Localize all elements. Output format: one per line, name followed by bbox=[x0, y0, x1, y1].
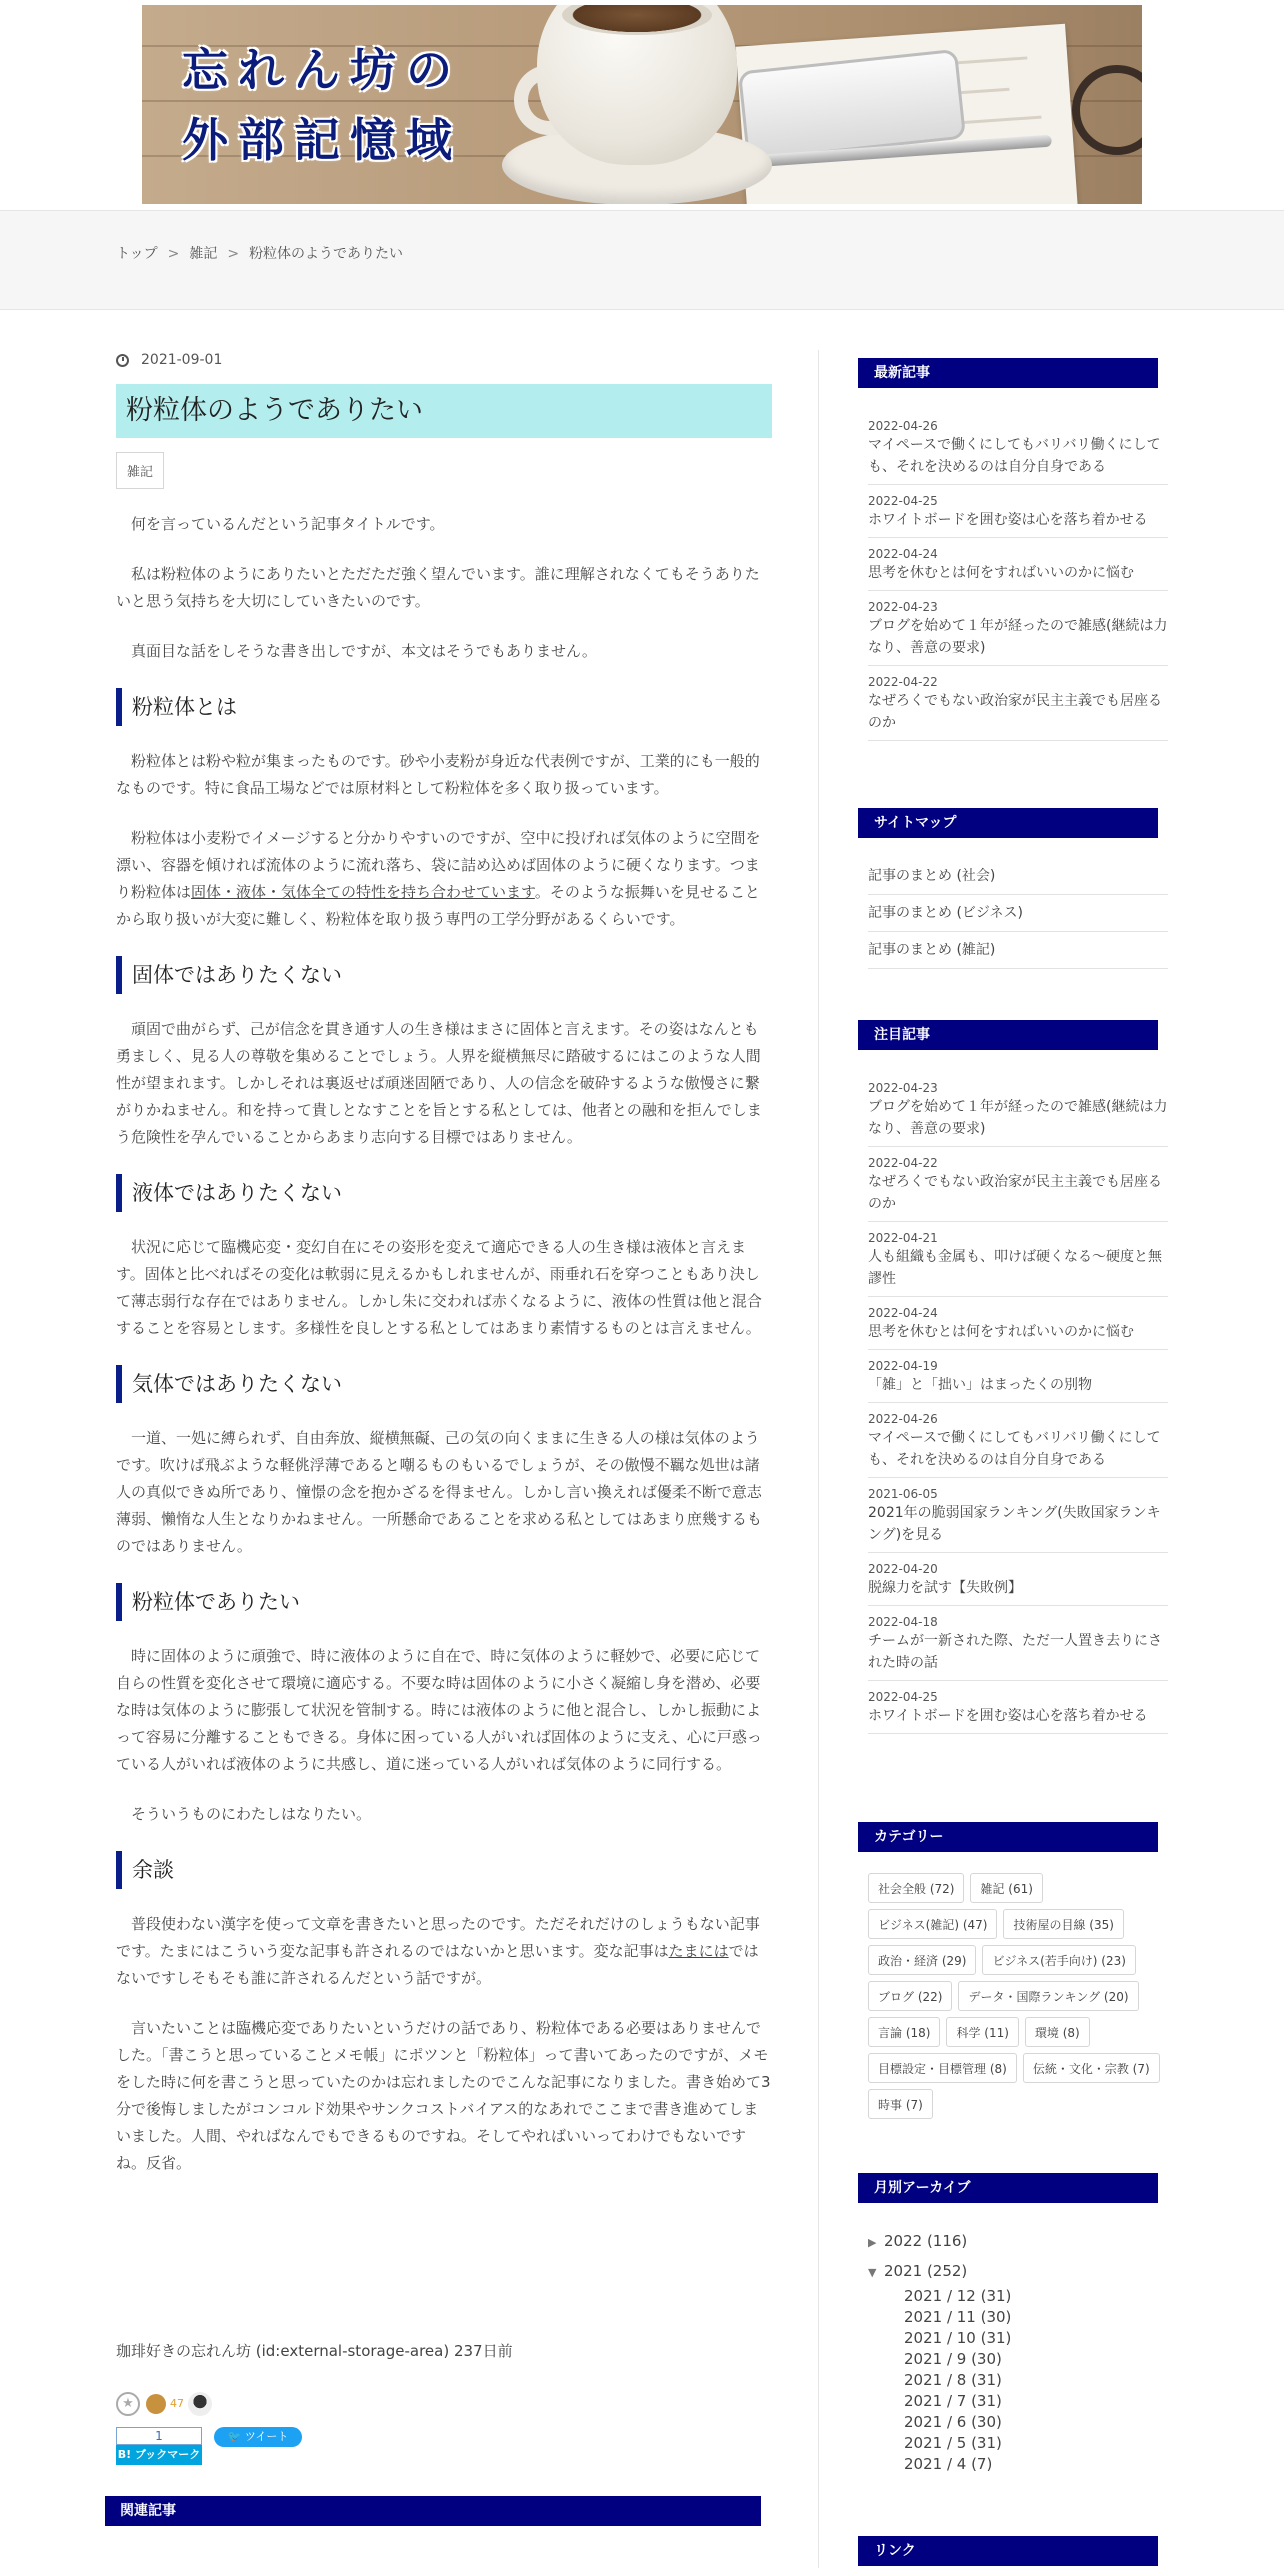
post-date: 2022-04-26 bbox=[868, 1412, 938, 1426]
article-date bbox=[116, 350, 772, 370]
category-tag[interactable]: ブログ (22) bbox=[868, 1981, 952, 2011]
paragraph: 一道、一処に縛られず、自由奔放、縦横無礙、己の気の向くままに生きる人の様は気体のようです。吹けば飛ぶような軽佻浮薄であると嘲るものもいるでしょうが、その傲慢不羈な処世は諸人の真似できぬ所であり、憧憬の念を抱かざるを得ません。しかし言い換えれば優柔不断で意志薄弱、懶惰な人生となりかねません。一所懸命であることを求める私としてはあまり庶幾するものではありません。 bbox=[116, 1429, 762, 1555]
monthly-archive-heading: 月別アーカイブ bbox=[858, 2173, 1158, 2203]
post-link[interactable]: ブログを始めて１年が経ったので雑感(継続は力なり、善意の要求) bbox=[868, 1099, 1168, 1137]
archive-month-link[interactable]: 2021 / 9 (30) bbox=[904, 2350, 1002, 2368]
tweet-label: ツイート bbox=[244, 2430, 289, 2443]
archive-year-2022[interactable] bbox=[868, 2226, 1168, 2256]
list-item[interactable] bbox=[868, 485, 1168, 538]
tweet-button[interactable] bbox=[214, 2427, 302, 2447]
monthly-archive bbox=[868, 2226, 1168, 2475]
sitemap-list bbox=[868, 858, 1168, 969]
post-link[interactable]: ホワイトボードを囲む姿は心を落ち着かせる bbox=[868, 1708, 1148, 1724]
post-date: 2022-04-20 bbox=[868, 1562, 938, 1576]
list-item[interactable] bbox=[868, 666, 1168, 741]
post-link[interactable]: 思考を休むとは何をすればいいのかに悩む bbox=[868, 1324, 1134, 1340]
star-user-avatar[interactable] bbox=[188, 2392, 212, 2416]
article-date-text[interactable]: 2021-09-01 bbox=[141, 352, 223, 368]
article-body bbox=[116, 511, 772, 2177]
list-item[interactable] bbox=[868, 1297, 1168, 1350]
paragraph-text: 粉粒体は小麦粉でイメージすると分かりやすいのですが、空中に投げれば気体のように空間を漂い、容器を傾ければ流体のように流れ落ち、袋に詰め込めば固体のように硬くなります。つまり粉粒体は bbox=[116, 829, 761, 901]
archive-month-link[interactable]: 2021 / 4 (7) bbox=[904, 2455, 993, 2473]
category-tag[interactable]: 目標設定・目標管理 (8) bbox=[868, 2053, 1017, 2083]
post-link[interactable]: 脱線力を試す【失敗例】 bbox=[868, 1580, 1022, 1596]
post-link[interactable]: ブログを始めて１年が経ったので雑感(継続は力なり、善意の要求) bbox=[868, 618, 1168, 656]
category-tag[interactable]: 科学 (11) bbox=[946, 2017, 1018, 2047]
author-line[interactable]: 珈琲好きの忘れん坊 (id:external-storage-area) 237日前 bbox=[116, 2342, 513, 2360]
list-item[interactable] bbox=[868, 1606, 1168, 1681]
hatena-bookmark-count[interactable]: 1 bbox=[116, 2427, 202, 2445]
clock-icon bbox=[116, 354, 129, 367]
category-tag[interactable]: 時事 (7) bbox=[868, 2089, 933, 2119]
category-tags bbox=[868, 1873, 1168, 2125]
archive-year-label[interactable]: 2022 (116) bbox=[884, 2232, 968, 2250]
list-item[interactable] bbox=[868, 538, 1168, 591]
article-category-chip[interactable]: 雑記 bbox=[116, 452, 164, 489]
post-date: 2022-04-23 bbox=[868, 600, 938, 614]
underlined-text: たまには bbox=[668, 1942, 729, 1960]
site-logo[interactable] bbox=[182, 35, 502, 175]
section-heading: 粉粒体でありたい bbox=[116, 1583, 772, 1621]
paragraph bbox=[116, 825, 772, 933]
list-item[interactable] bbox=[868, 410, 1168, 485]
post-date: 2022-04-26 bbox=[868, 419, 938, 433]
article bbox=[116, 350, 772, 2177]
archive-month-link[interactable]: 2021 / 12 (31) bbox=[904, 2287, 1012, 2305]
category-tag[interactable]: データ・国際ランキング (20) bbox=[958, 1981, 1138, 2011]
post-date: 2022-04-21 bbox=[868, 1231, 938, 1245]
recent-posts-list bbox=[868, 410, 1168, 741]
paragraph bbox=[116, 1911, 772, 1992]
post-date: 2022-04-22 bbox=[868, 675, 938, 689]
site-banner[interactable] bbox=[142, 5, 1142, 204]
paragraph: 真面目な話をしそうな書き出しですが、本文はそうでもありません。 bbox=[131, 642, 597, 660]
paragraph: 何を言っているんだという記事タイトルです。 bbox=[131, 515, 445, 533]
paragraph: 状況に応じて臨機応変・変幻自在にその姿形を変えて適応できる人の生き様は液体と言えます。固体と比べればその変化は軟弱に見えるかもしれませんが、雨垂れ石を穿つこともあり決して薄志弱行な存在ではありません。しかし朱に交われば赤くなるように、液体の性質は他と混合することを容易とします。多様性を良しとする私としてはあまり素情するものとは言えません。 bbox=[116, 1238, 762, 1337]
breadcrumb-current: 粉粒体のようでありたい bbox=[249, 246, 404, 262]
post-date: 2022-04-19 bbox=[868, 1359, 938, 1373]
post-link[interactable]: ホワイトボードを囲む姿は心を落ち着かせる bbox=[868, 512, 1148, 528]
category-tag[interactable]: 政治・経済 (29) bbox=[868, 1945, 976, 1975]
archive-month-link[interactable]: 2021 / 6 (30) bbox=[904, 2413, 1002, 2431]
paragraph: 粉粒体とは粉や粒が集まったものです。砂や小麦粉が身近な代表例ですが、工業的にも一般的なものです。特に食品工場などでは原材料として粉粒体を多く取り扱っています。 bbox=[116, 752, 760, 797]
logo-line-1: 忘れん坊の bbox=[182, 43, 462, 97]
logo-line-2: 外部記憶域 bbox=[182, 113, 462, 167]
list-item[interactable] bbox=[868, 1350, 1168, 1403]
post-link[interactable]: なぜろくでもない政治家が民主主義でも居座るのか bbox=[868, 1174, 1162, 1212]
archive-year-label[interactable]: 2021 (252) bbox=[884, 2262, 968, 2280]
article-title[interactable]: 粉粒体のようでありたい bbox=[116, 384, 772, 438]
breadcrumb-bar bbox=[0, 210, 1284, 310]
post-link[interactable]: 2021年の脆弱国家ランキング(失敗国家ランキング)を見る bbox=[868, 1505, 1161, 1543]
section-heading: 粉粒体とは bbox=[116, 688, 772, 726]
list-item[interactable] bbox=[868, 1072, 1168, 1147]
underlined-text: 固体・液体・気体全ての特性を持ち合わせています bbox=[191, 883, 535, 901]
triangle-right-icon[interactable]: ▶ bbox=[868, 2236, 877, 2249]
sitemap-link[interactable]: 記事のまとめ (雑記) bbox=[868, 932, 1168, 969]
post-link[interactable]: チームが一新された際、ただ一人置き去りにされた時の話 bbox=[868, 1633, 1162, 1671]
paragraph: 私は粉粒体のようにありたいとただただ強く望んでいます。誰に理解されなくてもそうありたいと思う気持ちを大切にしていきたいのです。 bbox=[116, 565, 760, 610]
sitemap-link[interactable]: 記事のまとめ (ビジネス) bbox=[868, 895, 1168, 932]
featured-posts-list bbox=[868, 1072, 1168, 1734]
sitemap-link[interactable]: 記事のまとめ (社会) bbox=[868, 858, 1168, 895]
triangle-down-icon[interactable]: ▼ bbox=[868, 2266, 877, 2279]
post-date: 2022-04-24 bbox=[868, 547, 938, 561]
post-link[interactable]: マイペースで働くにしてもバリバリ働くにしても、それを決めるのは自分自身である bbox=[868, 1430, 1161, 1468]
add-star-icon[interactable]: ★ bbox=[116, 2392, 140, 2416]
paragraph: 言いたいことは臨機応変でありたいというだけの話であり、粉粒体である必要はありませんでした。「書こうと思っていることメモ帳」にポツンと「粉粒体」って書いてあったのですが、メモをした時に何を書こうと思っていたのかは忘れましたのでこんな記事になりました。書き始めて3分で後悔しましたがコンコルド効果やサンクコストバイアス的なあれでここまで書き進めてしまいました。人間、やればなんでもできるものですね。そしてやればいいってわけでもないですね。反省。 bbox=[116, 2019, 771, 2172]
post-date: 2022-04-22 bbox=[868, 1156, 938, 1170]
related-articles-heading: 関連記事 bbox=[105, 2496, 761, 2526]
category-tag[interactable]: 技術屋の目線 (35) bbox=[1003, 1909, 1123, 1939]
archive-month-link[interactable]: 2021 / 7 (31) bbox=[904, 2392, 1002, 2410]
list-item[interactable] bbox=[868, 591, 1168, 666]
category-tag[interactable]: 社会全般 (72) bbox=[868, 1873, 964, 1903]
star-user-avatar[interactable] bbox=[146, 2394, 166, 2414]
paragraph: 頑固で曲がらず、己が信念を貫き通す人の生き様はまさに固体と言えます。その姿はなんとも勇ましく、見る人の尊敬を集めることでしょう。人界を縦横無尽に踏破するにはこのような人間性が望まれます。しかしそれは裏返せば頑迷固陋であり、人の信念を破砕するような傲慢さに繋がりかねません。和を持って貴しとなすことを旨とする私としては、他者との融和を拒んでしまう危険性を孕んでいることからあまり志向する目標ではありません。 bbox=[116, 1020, 762, 1146]
category-tag[interactable]: ビジネス(雑記) (47) bbox=[868, 1909, 997, 1939]
category-tag[interactable]: 雑記 (61) bbox=[970, 1873, 1042, 1903]
paragraph-text: ではないですしそもそも誰に許されるんだという話ですが。 bbox=[116, 1942, 759, 1987]
list-item[interactable] bbox=[868, 1681, 1168, 1734]
post-link[interactable]: 人も組織も金属も、叩けば硬くなる～硬度と無謬性 bbox=[868, 1249, 1162, 1287]
paragraph-text: 普段使わない漢字を使って文章を書きたいと思ったのです。ただそれだけのしょうもない記事です。たまにはこういう変な記事も許されるのではないかと思います。変な記事は bbox=[116, 1915, 760, 1960]
recent-posts-heading: 最新記事 bbox=[858, 358, 1158, 388]
list-item[interactable] bbox=[868, 1553, 1168, 1606]
breadcrumb bbox=[116, 243, 403, 263]
post-date: 2021-06-05 bbox=[868, 1487, 938, 1501]
archive-month-link[interactable]: 2021 / 8 (31) bbox=[904, 2371, 1002, 2389]
category-tag[interactable]: 言論 (18) bbox=[868, 2017, 940, 2047]
post-link[interactable]: 「雑」と「拙い」はまったくの別物 bbox=[868, 1377, 1092, 1393]
featured-posts-heading: 注目記事 bbox=[858, 1020, 1158, 1050]
glasses-image bbox=[1072, 65, 1142, 155]
paragraph-text: 。そのような振舞いを見せることから取り扱いが大変に難しく、粉粒体を取り扱う専門の工学分野があるくらいです。 bbox=[116, 883, 760, 928]
section-heading: 気体ではありたくない bbox=[116, 1365, 772, 1403]
list-item[interactable] bbox=[868, 1222, 1168, 1297]
post-date: 2022-04-25 bbox=[868, 494, 938, 508]
archive-month-link[interactable]: 2021 / 5 (31) bbox=[904, 2434, 1002, 2452]
column-divider bbox=[818, 350, 819, 2568]
list-item[interactable] bbox=[868, 1403, 1168, 1478]
post-date: 2022-04-18 bbox=[868, 1615, 938, 1629]
star-count[interactable]: 47 bbox=[170, 2397, 184, 2410]
archive-month-link[interactable]: 2021 / 11 (30) bbox=[904, 2308, 1012, 2326]
archive-year-2021[interactable] bbox=[868, 2256, 1168, 2286]
post-date: 2022-04-23 bbox=[868, 1081, 938, 1095]
paragraph: そういうものにわたしはなりたい。 bbox=[131, 1805, 372, 1823]
breadcrumb-top-link[interactable]: トップ bbox=[116, 246, 158, 262]
breadcrumb-separator: > bbox=[227, 246, 240, 262]
list-item[interactable] bbox=[868, 1478, 1168, 1553]
post-link[interactable]: 思考を休むとは何をすればいいのかに悩む bbox=[868, 565, 1134, 581]
archive-month-link[interactable]: 2021 / 10 (31) bbox=[904, 2329, 1012, 2347]
post-date: 2022-04-24 bbox=[868, 1306, 938, 1320]
category-tag[interactable]: 伝統・文化・宗教 (7) bbox=[1023, 2053, 1160, 2083]
category-tag[interactable]: 環境 (8) bbox=[1025, 2017, 1090, 2047]
post-link[interactable]: なぜろくでもない政治家が民主主義でも居座るのか bbox=[868, 693, 1162, 731]
section-heading: 固体ではありたくない bbox=[116, 956, 772, 994]
section-heading: 液体ではありたくない bbox=[116, 1174, 772, 1212]
hatena-bookmark-button[interactable]: B! ブックマーク bbox=[116, 2445, 202, 2465]
categories-heading: カテゴリー bbox=[858, 1822, 1158, 1852]
list-item[interactable] bbox=[868, 1147, 1168, 1222]
section-heading: 余談 bbox=[116, 1851, 772, 1889]
paragraph: 時に固体のように頑強で、時に液体のように自在で、時に気体のように軽妙で、必要に応じて自らの性質を変化させて環境に適応する。不要な時は固体のように小さく凝縮し身を潜め、必要な時は気体のように膨張して状況を管制する。時には液体のように他と混合し、しかし振動によって容易に分離することもできる。身体に困っている人がいれば固体のように支え、心に戸惑っている人がいれば液体のように共感し、道に迷っている人がいれば気体のように同行する。 bbox=[116, 1647, 762, 1773]
links-heading: リンク bbox=[858, 2536, 1158, 2566]
breadcrumb-separator: > bbox=[167, 246, 180, 262]
post-link[interactable]: マイペースで働くにしてもバリバリ働くにしても、それを決めるのは自分自身である bbox=[868, 437, 1161, 475]
site-header bbox=[0, 0, 1284, 210]
breadcrumb-category-link[interactable]: 雑記 bbox=[189, 246, 218, 262]
sitemap-heading: サイトマップ bbox=[858, 808, 1158, 838]
post-date: 2022-04-25 bbox=[868, 1690, 938, 1704]
category-tag[interactable]: ビジネス(若手向け) (23) bbox=[982, 1945, 1135, 1975]
twitter-bird-icon: 🐦 bbox=[227, 2430, 245, 2443]
